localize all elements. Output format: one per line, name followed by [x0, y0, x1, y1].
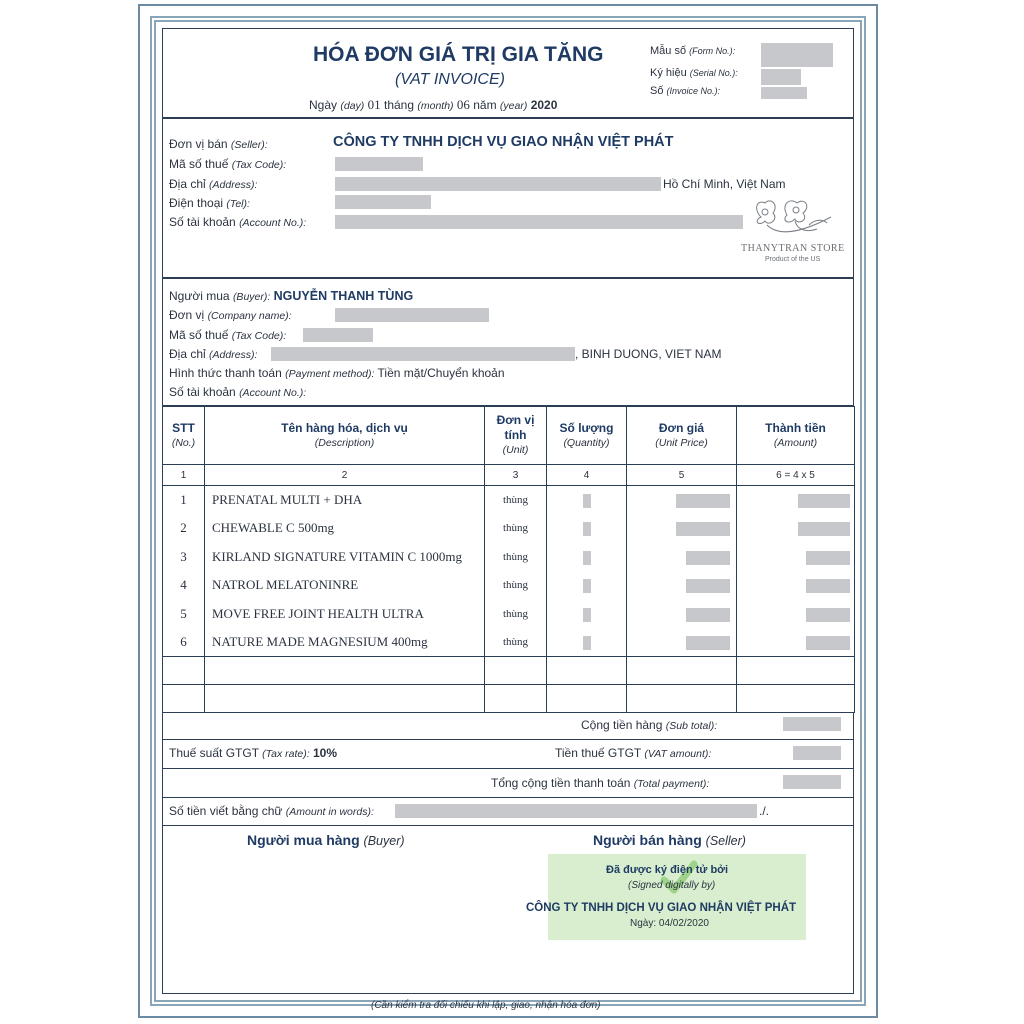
column-number: 1: [163, 465, 205, 486]
amount-words-row: [162, 798, 854, 826]
vat-amount-label: Tiền thuế GTGT (VAT amount):: [555, 746, 712, 760]
table-header-row: [163, 407, 855, 465]
row-description: KIRLAND SIGNATURE VITAMIN C 1000mg: [205, 543, 485, 572]
form-no-label: Mẫu số (Form No.):: [650, 45, 736, 57]
buyer-address-region: , BINH DUONG, VIET NAM: [575, 347, 722, 361]
digital-signature-stamp: [526, 854, 806, 940]
row-unit: thùng: [485, 514, 547, 543]
payment-method: Hình thức thanh toán (Payment method): Tiền mặt/Chuyển khoản: [169, 366, 505, 380]
row-price-redacted: [627, 600, 737, 629]
tax-rate: Thuế suất GTGT (Tax rate): 10%: [169, 746, 337, 760]
table-row: [163, 628, 855, 657]
header-unit: Đơn vị tính (Unit): [485, 407, 547, 465]
column-number: 4: [547, 465, 627, 486]
column-number-row: [163, 465, 855, 486]
signed-company: CÔNG TY TNHH DỊCH VỤ GIAO NHẬN VIỆT PHÁT: [526, 902, 797, 914]
row-amount-redacted: [737, 514, 855, 543]
form-no-redacted: [761, 43, 833, 67]
row-quantity-redacted: [547, 543, 627, 572]
empty-row: [163, 685, 855, 713]
row-unit: thùng: [485, 571, 547, 600]
row-no: 6: [163, 628, 205, 657]
row-amount-redacted: [737, 571, 855, 600]
subtotal-redacted: [783, 717, 841, 731]
flower-logo-icon: [747, 195, 837, 239]
column-number: 6 = 4 x 5: [737, 465, 855, 486]
row-description: NATROL MELATONINRE: [205, 571, 485, 600]
row-unit: thùng: [485, 543, 547, 572]
header-unit-price: Đơn giá (Unit Price): [627, 407, 737, 465]
row-price-redacted: [627, 486, 737, 515]
buyer-company-label: Đơn vị (Company name):: [169, 308, 292, 322]
buyer-name-label: Người mua (Buyer): NGUYỄN THANH TÙNG: [169, 289, 414, 303]
table-row: [163, 600, 855, 629]
total-row: [162, 769, 854, 798]
seller-name: CÔNG TY TNHH DỊCH VỤ GIAO NHẬN VIỆT PHÁT: [333, 134, 674, 150]
row-amount-redacted: [737, 543, 855, 572]
seller-account-label: Số tài khoản (Account No.):: [169, 215, 307, 229]
row-quantity-redacted: [547, 514, 627, 543]
header-no: STT (No.): [163, 407, 205, 465]
seller-account-redacted: [335, 215, 743, 229]
row-no: 2: [163, 514, 205, 543]
seller-signature-label: Người bán hàng (Seller): [593, 832, 746, 848]
row-no: 4: [163, 571, 205, 600]
table-row: [163, 486, 855, 515]
vat-amount-redacted: [793, 746, 841, 760]
total-payment-redacted: [783, 775, 841, 789]
vat-row: [162, 740, 854, 769]
store-tagline: Product of the US: [765, 256, 821, 263]
row-description: NATURE MADE MAGNESIUM 400mg: [205, 628, 485, 657]
row-price-redacted: [627, 543, 737, 572]
row-price-redacted: [627, 628, 737, 657]
table-row: [163, 543, 855, 572]
buyer-address-redacted: [271, 347, 575, 361]
row-price-redacted: [627, 514, 737, 543]
header-description: Tên hàng hóa, dịch vụ (Description): [205, 407, 485, 465]
buyer-company-redacted: [335, 308, 489, 322]
amount-words-label: Số tiền viết bằng chữ (Amount in words):: [169, 804, 374, 818]
row-unit: thùng: [485, 628, 547, 657]
invoice-no-redacted: [761, 87, 807, 99]
row-unit: thùng: [485, 486, 547, 515]
buyer-signature-label: Người mua hàng (Buyer): [247, 832, 405, 848]
row-price-redacted: [627, 571, 737, 600]
buyer-tax-redacted: [303, 328, 373, 342]
seller-phone-redacted: [335, 195, 431, 209]
seller-name-label: Đơn vị bán (Seller):: [169, 137, 268, 151]
seller-tax-redacted: [335, 157, 423, 171]
signed-date: Ngày: 04/02/2020: [630, 918, 709, 929]
signed-by-label: Đã được ký điện tử bởi: [606, 864, 729, 876]
seller-address-label: Địa chỉ (Address):: [169, 177, 258, 191]
row-quantity-redacted: [547, 628, 627, 657]
total-payment-label: Tổng cộng tiền thanh toán (Total payment):: [491, 776, 710, 790]
buyer-tax-label: Mã số thuế (Tax Code):: [169, 328, 287, 342]
row-quantity-redacted: [547, 600, 627, 629]
seller-tax-label: Mã số thuế (Tax Code):: [169, 157, 287, 171]
row-no: 1: [163, 486, 205, 515]
row-amount-redacted: [737, 486, 855, 515]
column-number: 2: [205, 465, 485, 486]
table-row: [163, 571, 855, 600]
invoice-title: HÓA ĐƠN GIÁ TRỊ GIA TĂNG: [313, 43, 604, 66]
footer-note: (Cần kiểm tra đối chiếu khi lập, giao, nhận hóa đơn): [371, 1000, 601, 1011]
row-no: 3: [163, 543, 205, 572]
row-description: PRENATAL MULTI + DHA: [205, 486, 485, 515]
seller-phone-label: Điện thoại (Tel):: [169, 196, 250, 210]
buyer-section: [162, 278, 854, 406]
invoice-subtitle: (VAT INVOICE): [395, 71, 505, 88]
seller-address-city: Hồ Chí Minh, Việt Nam: [663, 177, 786, 191]
header-quantity: Số lượng (Quantity): [547, 407, 627, 465]
seller-section: [162, 118, 854, 278]
invoice-page: [162, 28, 854, 1011]
items-table: [162, 406, 855, 713]
serial-no-redacted: [761, 69, 801, 85]
column-number: 5: [627, 465, 737, 486]
invoice-no-label: Số (Invoice No.):: [650, 85, 721, 97]
row-description: CHEWABLE C 500mg: [205, 514, 485, 543]
table-row: [163, 514, 855, 543]
column-number: 3: [485, 465, 547, 486]
empty-row: [163, 657, 855, 685]
row-no: 5: [163, 600, 205, 629]
header-amount: Thành tiền (Amount): [737, 407, 855, 465]
row-amount-redacted: [737, 628, 855, 657]
subtotal-row: [162, 712, 854, 740]
row-description: MOVE FREE JOINT HEALTH ULTRA: [205, 600, 485, 629]
serial-no-label: Ký hiệu (Serial No.):: [650, 67, 738, 79]
signed-by-en: (Signed digitally by): [628, 880, 716, 891]
row-quantity-redacted: [547, 571, 627, 600]
row-quantity-redacted: [547, 486, 627, 515]
amount-words-redacted: [395, 804, 757, 818]
seller-address-redacted: [335, 177, 661, 191]
invoice-date: Ngày (day) 01 tháng (month) 06 năm (year) 2020: [309, 97, 558, 112]
invoice-header: [162, 28, 854, 118]
row-amount-redacted: [737, 600, 855, 629]
store-watermark: THANYTRAN STORE: [741, 243, 845, 254]
buyer-address-label: Địa chỉ (Address):: [169, 347, 258, 361]
row-unit: thùng: [485, 600, 547, 629]
subtotal-label: Cộng tiền hàng (Sub total):: [581, 718, 718, 732]
amount-words-end: ./.: [759, 804, 770, 818]
buyer-account-label: Số tài khoản (Account No.):: [169, 385, 307, 399]
